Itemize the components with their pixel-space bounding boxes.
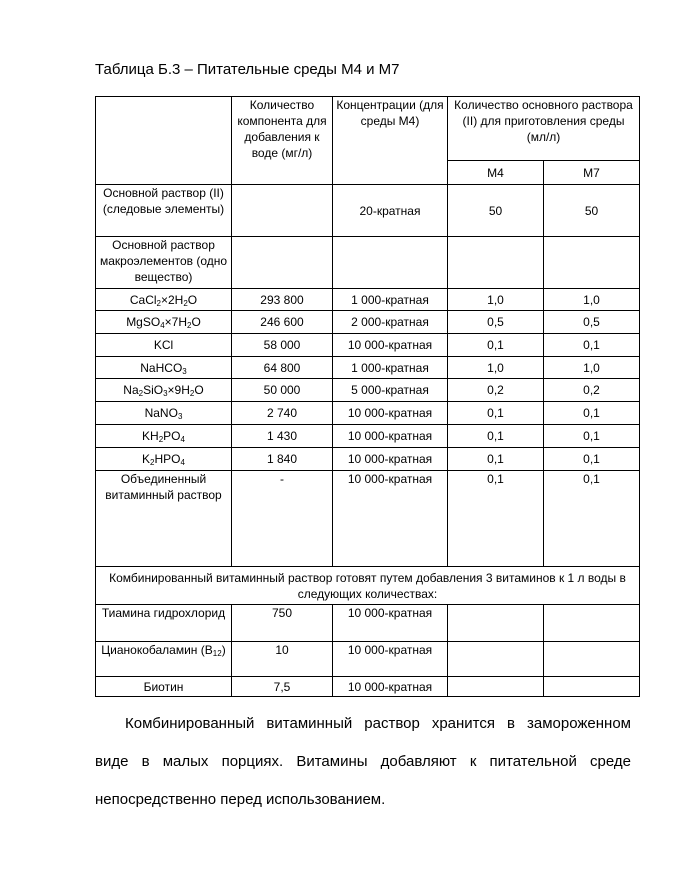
vitamin-note: Комбинированный витаминный раствор готовят путем добавления 3 витаминов к 1 л воды в следующих количествах: [96, 567, 640, 605]
row-m4: 0,1 [448, 448, 544, 471]
header-component [96, 97, 232, 185]
row-m7: 0,1 [544, 471, 640, 567]
vitamin-m7 [544, 605, 640, 642]
table-row [96, 448, 640, 471]
row-m7: 1,0 [544, 357, 640, 379]
row-m7: 0,1 [544, 425, 640, 448]
row-concentration: 10 000-кратная [333, 448, 448, 471]
row-m4: 0,2 [448, 379, 544, 402]
row-amount: 50 000 [232, 379, 333, 402]
row-name: Основной раствор макроэлементов (одно вещество) [96, 237, 232, 289]
paragraph-line-3: непосредственно перед использованием. [95, 791, 386, 808]
row-m4: 0,5 [448, 311, 544, 334]
row-amount: 2 740 [232, 402, 333, 425]
vitamin-concentration: 10 000-кратная [333, 677, 448, 697]
row-m4: 1,0 [448, 357, 544, 379]
row-concentration [333, 237, 448, 289]
vitamin-m7 [544, 642, 640, 677]
row-name: $K_2HPO_4$ [96, 448, 232, 471]
row-m4: 1,0 [448, 289, 544, 311]
vitamin-name: Цианокобаламин $(B_{12})$ [96, 642, 232, 677]
row-name: $Na_2SiO_3\times 9H_2O$ [96, 379, 232, 402]
row-concentration: 10 000-кратная [333, 471, 448, 567]
row-name: $MgSO_4\times 7H_2O$ [96, 311, 232, 334]
row-m4: 0,1 [448, 402, 544, 425]
row-name: $CaCl_2\times 2H_2O$ [96, 289, 232, 311]
row-name: Объединенный витаминный раствор [96, 471, 232, 567]
table-row [96, 567, 640, 605]
table-row [96, 289, 640, 311]
row-m4: 0,1 [448, 334, 544, 357]
header-m4: М4 [448, 161, 544, 185]
table-row [96, 677, 640, 697]
table-row [96, 334, 640, 357]
row-m7: 0,1 [544, 334, 640, 357]
row-name: Основной раствор (II) (следовые элементы) [96, 185, 232, 237]
row-concentration: 5 000-кратная [333, 379, 448, 402]
row-concentration: 1 000-кратная [333, 289, 448, 311]
row-name: NaHCO$_3$ [96, 357, 232, 379]
header-amount: Количество компонента для добавления к воде (мг/л) [232, 97, 333, 185]
table-row [96, 311, 640, 334]
table-row [96, 605, 640, 642]
row-name: KCl [96, 334, 232, 357]
row-concentration: 10 000-кратная [333, 334, 448, 357]
table-row [96, 642, 640, 677]
row-name: NaNO$_3$ [96, 402, 232, 425]
row-m4: 0,1 [448, 425, 544, 448]
table-row [96, 379, 640, 402]
row-concentration: 1 000-кратная [333, 357, 448, 379]
row-m7: 50 [544, 185, 640, 237]
vitamin-m7 [544, 677, 640, 697]
table-caption: Таблица Б.3 – Питательные среды М4 и М7 [95, 61, 400, 78]
row-amount: 293 800 [232, 289, 333, 311]
row-amount: 58 000 [232, 334, 333, 357]
table-row [96, 471, 640, 567]
table-row [96, 357, 640, 379]
row-amount: 1 840 [232, 448, 333, 471]
header-m7: М7 [544, 161, 640, 185]
vitamin-name: Биотин [96, 677, 232, 697]
vitamin-m4 [448, 677, 544, 697]
vitamin-name: Тиамина гидрохлорид [96, 605, 232, 642]
header-stock-solution: Количество основного раствора (II) для приготовления среды (мл/л) [448, 97, 640, 161]
row-amount: 1 430 [232, 425, 333, 448]
row-amount: 64 800 [232, 357, 333, 379]
vitamin-amount: 750 [232, 605, 333, 642]
row-m4: 0,1 [448, 471, 544, 567]
row-m4 [448, 237, 544, 289]
row-m7: 1,0 [544, 289, 640, 311]
paragraph-line-2: виде в малых порциях. Витамины добавляют к питательной среде [95, 753, 631, 770]
header-concentration: Концентрации (для среды М4) [333, 97, 448, 185]
row-amount: - [232, 471, 333, 567]
nutrient-media-table [95, 96, 640, 697]
row-m4: 50 [448, 185, 544, 237]
table-row [96, 237, 640, 289]
vitamin-concentration: 10 000-кратная [333, 642, 448, 677]
row-m7 [544, 237, 640, 289]
vitamin-m4 [448, 642, 544, 677]
vitamin-m4 [448, 605, 544, 642]
table-row [96, 402, 640, 425]
paragraph-line-1: Комбинированный витаминный раствор хранится в замороженном [125, 715, 631, 732]
row-name: $KH_2PO_4$ [96, 425, 232, 448]
table-row [96, 425, 640, 448]
row-m7: 0,1 [544, 402, 640, 425]
row-m7: 0,1 [544, 448, 640, 471]
row-amount [232, 185, 333, 237]
row-concentration: 10 000-кратная [333, 425, 448, 448]
row-concentration: 10 000-кратная [333, 402, 448, 425]
row-m7: 0,5 [544, 311, 640, 334]
vitamin-amount: 7,5 [232, 677, 333, 697]
row-m7: 0,2 [544, 379, 640, 402]
row-amount: 246 600 [232, 311, 333, 334]
table-row [96, 185, 640, 237]
row-amount [232, 237, 333, 289]
vitamin-concentration: 10 000-кратная [333, 605, 448, 642]
row-concentration: 20-кратная [333, 185, 448, 237]
vitamin-amount: 10 [232, 642, 333, 677]
row-concentration: 2 000-кратная [333, 311, 448, 334]
